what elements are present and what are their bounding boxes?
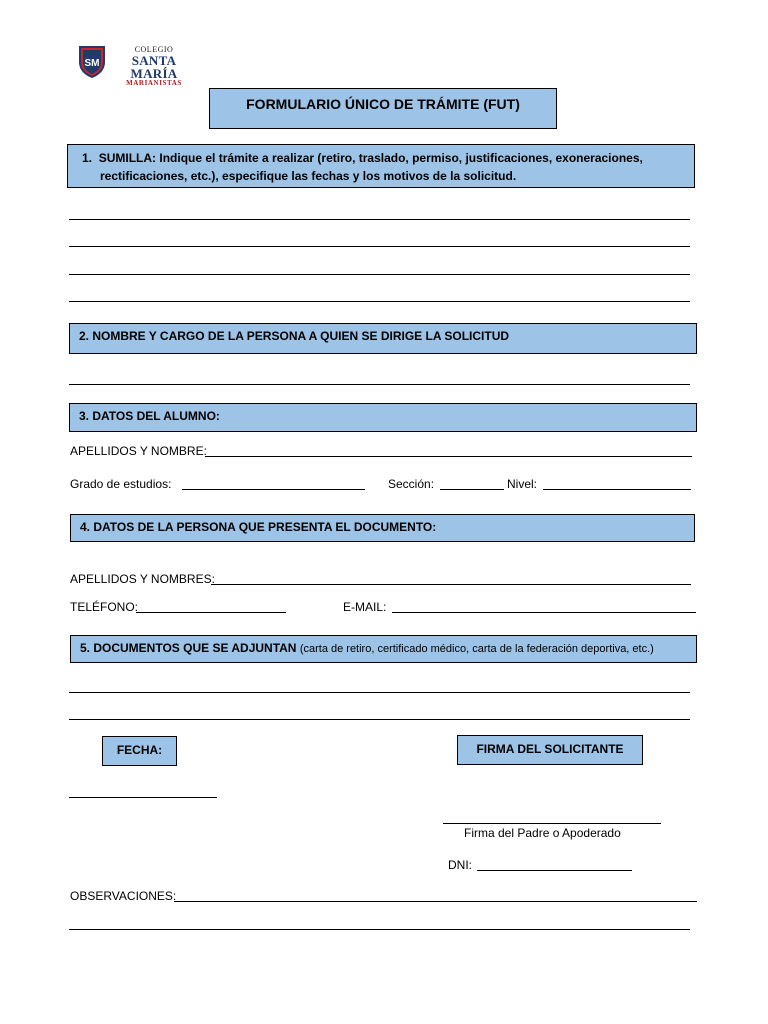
section1-line1 [82,149,694,167]
emblem-letters: SM [84,58,100,69]
section4-header [70,514,695,542]
section5-header [70,635,697,663]
firma-padre-line[interactable] [443,823,661,824]
section1-heading: SUMILLA: [98,151,157,165]
sumilla-line-2[interactable] [69,246,690,247]
section1-text-line1: Indique el trámite a realizar (retiro, traslado, permiso, justificaciones, exoneraciones, [159,151,643,165]
section4-heading: 4. DATOS DE LA PERSONA QUE PRESENTA EL DOCUMENTO: [80,520,437,534]
sumilla-line-1[interactable] [69,219,690,220]
sumilla-line-3[interactable] [69,274,690,275]
student-name-label: APELLIDOS Y NOMBRE: [70,444,207,458]
school-shield-icon [78,44,106,78]
fecha-box [102,736,177,766]
observaciones-label: OBSERVACIONES: [70,889,177,903]
logo-text [110,46,198,87]
telefono-label: TELÉFONO: [70,600,139,614]
firma-solicitante-box [457,735,643,765]
recipient-line[interactable] [69,384,690,385]
dni-field[interactable] [477,870,632,871]
section2-header [69,323,697,354]
section5-note: (carta de retiro, certificado médico, carta de la federación deportiva, etc.) [299,643,654,655]
documents-line-1[interactable] [69,692,690,693]
nivel-field[interactable] [543,489,691,490]
presenter-name-field[interactable] [211,584,691,585]
section1-text-line2: rectificaciones, etc.), especifique las fechas y los motivos de la solicitud. [100,169,517,183]
seccion-field[interactable] [440,489,504,490]
grado-field[interactable] [182,489,365,490]
sumilla-line-4[interactable] [69,301,690,302]
logo-line2: SANTA MARÍA [130,53,178,81]
email-field[interactable] [392,612,696,613]
section2-heading: 2. NOMBRE Y CARGO DE LA PERSONA A QUIEN SE DIRIGE LA SOLICITUD [79,329,510,343]
firma-solicitante-label: FIRMA DEL SOLICITANTE [476,742,624,756]
student-name-row [70,444,207,458]
logo-line3: MARIANISTAS [126,79,182,87]
logo-line1: COLEGIO [134,45,174,54]
school-logo [78,44,198,87]
student-name-field[interactable] [205,456,692,457]
form-title-text: FORMULARIO ÚNICO DE TRÁMITE (FUT) [246,96,520,112]
dni-label: DNI: [448,858,472,872]
email-label: E-MAIL: [343,600,387,614]
section1-number: 1. [82,151,93,165]
section1-header [67,144,695,188]
section3-heading: 3. DATOS DEL ALUMNO: [79,409,220,423]
section5-heading: 5. DOCUMENTOS QUE SE ADJUNTAN [80,641,297,655]
grado-label: Grado de estudios: [70,477,172,491]
form-title [209,88,557,129]
presenter-name-label: APELLIDOS Y NOMBRES: [70,572,215,586]
documents-line-2[interactable] [69,719,690,720]
nivel-label: Nivel: [507,477,538,491]
section3-header [69,403,697,432]
telefono-field[interactable] [136,612,286,613]
fecha-field[interactable] [69,797,217,798]
seccion-label: Sección: [388,477,435,491]
fecha-label: FECHA: [116,743,163,757]
observaciones-field-1[interactable] [174,901,697,902]
firma-padre-label: Firma del Padre o Apoderado [464,826,621,840]
observaciones-field-2[interactable] [69,929,690,930]
